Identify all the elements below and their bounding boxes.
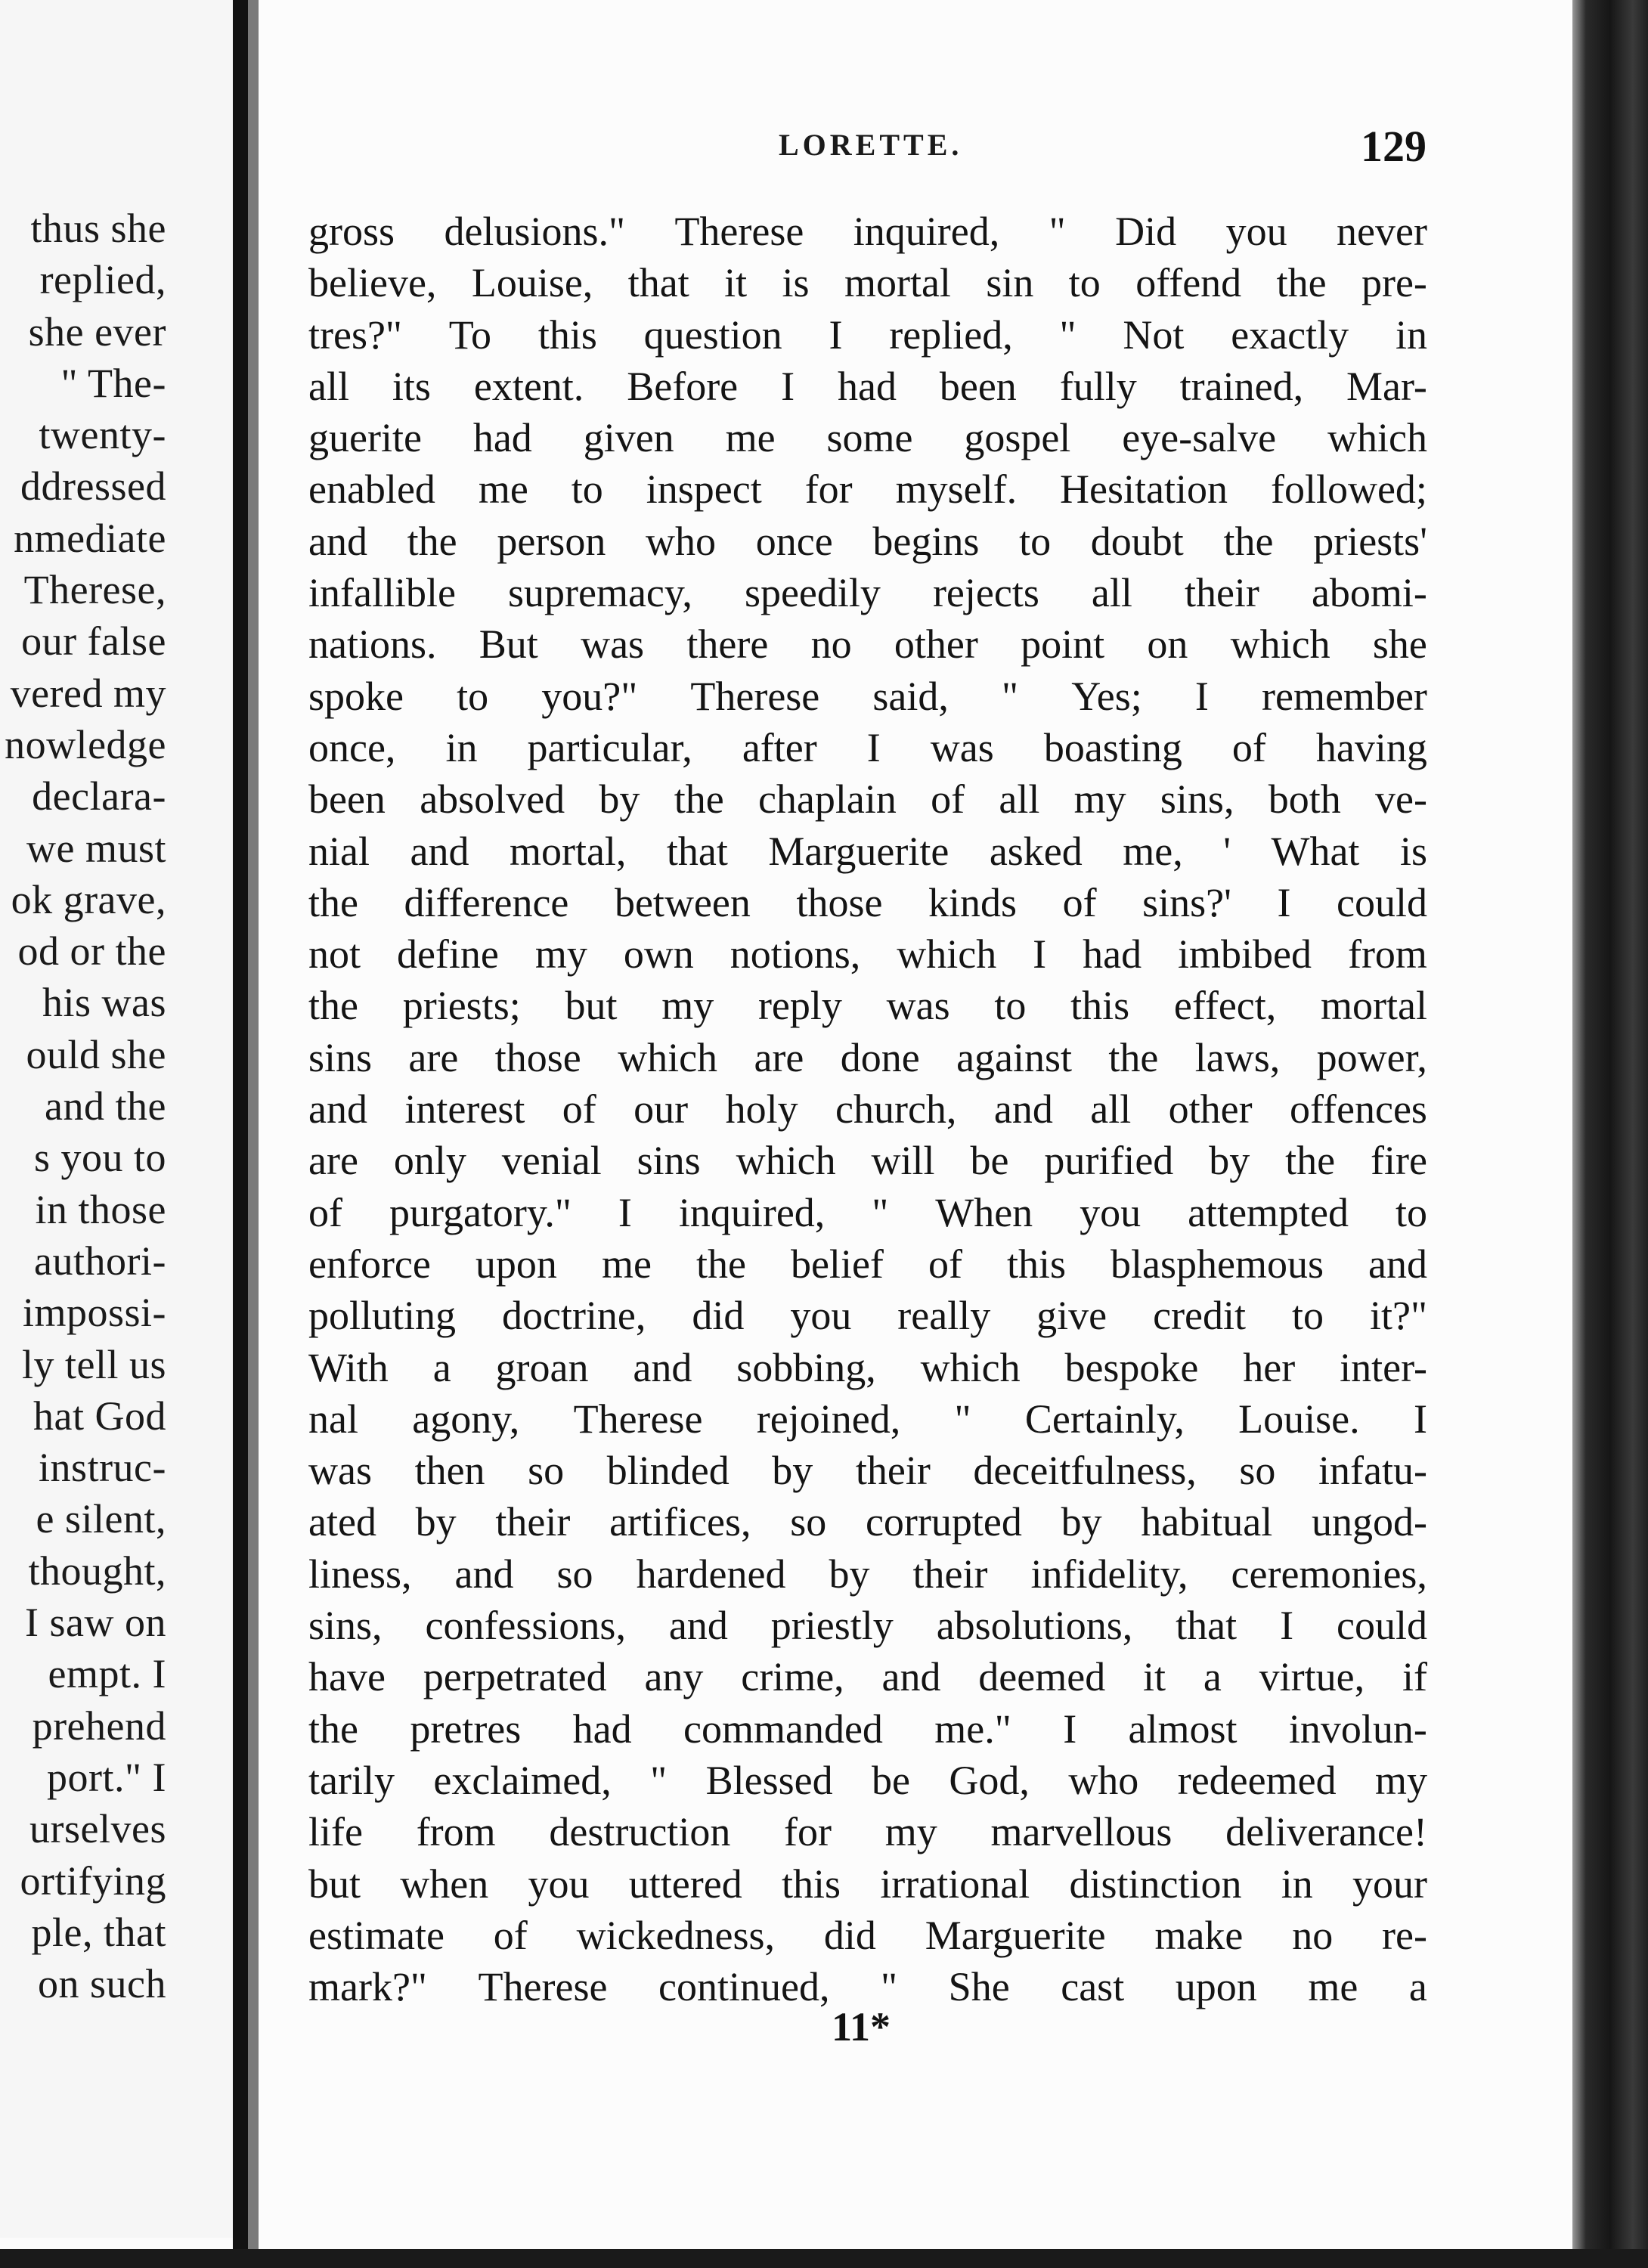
text-line: not define my own notions, which I had imbibed from	[308, 931, 1427, 978]
left-page-text	[0, 203, 166, 2009]
text-line: life from destruction for my marvellous deliverance!	[308, 1809, 1427, 1855]
bottom-edge-shadow	[0, 2249, 1648, 2268]
text-line: nations. But was there no other point on which she	[308, 621, 1427, 668]
text-line: and the person who once begins to doubt the priests'	[308, 518, 1427, 564]
text-line: believe, Louise, that it is mortal sin to offend the pre-	[308, 260, 1427, 306]
text-line: but when you uttered this irrational distinction in your	[308, 1861, 1427, 1907]
left-page	[0, 0, 236, 2238]
text-line: liness, and so hardened by their infidelity, ceremonies,	[308, 1551, 1427, 1597]
left-page-line: replied,	[39, 257, 166, 303]
text-line: enforce upon me the belief of this blasphemous and	[308, 1241, 1427, 1287]
left-page-line: s you to	[33, 1135, 166, 1181]
text-line: was then so blinded by their deceitfulness, so infatu-	[308, 1448, 1427, 1494]
left-page-line: ddressed	[20, 463, 166, 510]
book-gutter	[233, 0, 248, 2268]
text-line: enabled me to inspect for myself. Hesitation followed;	[308, 466, 1427, 513]
left-page-line: vered my	[10, 670, 166, 716]
left-page-line: ould she	[26, 1031, 166, 1077]
left-page-line: ly tell us	[22, 1341, 166, 1387]
text-line: the pretres had commanded me." I almost involun-	[308, 1706, 1427, 1752]
left-page-line: authori-	[34, 1238, 166, 1284]
left-page-line: empt. I	[48, 1651, 166, 1697]
left-page-line: instruc-	[39, 1445, 166, 1491]
left-page-line: we must	[26, 825, 166, 871]
left-page-line: ortifying	[20, 1857, 166, 1904]
left-page-line: declara-	[32, 773, 166, 820]
text-line: tarily exclaimed, " Blessed be God, who redeemed my	[308, 1757, 1427, 1803]
text-line: all its extent. Before I had been fully trained, Mar-	[308, 363, 1427, 409]
text-line: once, in particular, after I was boasting of having	[308, 724, 1427, 770]
text-line: the priests; but my reply was to this effect, mortal	[308, 983, 1427, 1029]
left-page-line: his was	[42, 980, 166, 1026]
text-line: sins are those which are done against the laws, power,	[308, 1034, 1427, 1080]
left-page-line: " The-	[60, 360, 166, 406]
text-line: ated by their artifices, so corrupted by habitual ungod-	[308, 1499, 1427, 1545]
book-gutter-edge	[248, 0, 259, 2268]
left-page-line: on such	[38, 1961, 166, 2007]
text-line: of purgatory." I inquired, " When you attempted to	[308, 1189, 1427, 1235]
text-line: nial and mortal, that Marguerite asked me, ' What is	[308, 828, 1427, 874]
text-line: tres?" To this question I replied, " Not exactly in	[308, 311, 1427, 358]
left-page-line: ple, that	[31, 1909, 166, 1955]
left-page-line: twenty-	[39, 412, 166, 458]
left-page-line: thought,	[28, 1548, 166, 1594]
left-page-line: in those	[35, 1186, 166, 1232]
left-page-line: port." I	[46, 1754, 166, 1800]
signature-mark: 11*	[832, 2004, 891, 2050]
running-head: LORETTE.	[779, 128, 963, 162]
left-page-line: nowledge	[5, 721, 166, 767]
text-line: With a groan and sobbing, which bespoke her inter-	[308, 1344, 1427, 1390]
page-number: 129	[1361, 122, 1427, 171]
left-page-line: nmediate	[14, 515, 166, 561]
page-edge-shadow	[1572, 0, 1648, 2268]
text-line: been absolved by the chaplain of all my sins, both ve-	[308, 776, 1427, 823]
text-line: are only venial sins which will be purified by the fire	[308, 1138, 1427, 1184]
left-page-line: urselves	[29, 1806, 166, 1852]
left-page-line: hat God	[33, 1393, 166, 1439]
text-line: gross delusions." Therese inquired, " Did you never	[308, 209, 1427, 254]
left-page-line: she ever	[28, 308, 166, 355]
text-line: sins, confessions, and priestly absolutions, that I could	[308, 1603, 1427, 1649]
left-page-line: ok grave,	[11, 876, 166, 922]
text-line: nal agony, Therese rejoined, " Certainly, Louise. I	[308, 1396, 1427, 1442]
text-line: infallible supremacy, speedily rejects all their abomi-	[308, 570, 1427, 616]
body-text	[308, 206, 1427, 2012]
left-page-line: e silent,	[36, 1496, 166, 1542]
text-line: polluting doctrine, did you really give credit to it?"	[308, 1293, 1427, 1339]
left-page-line: and the	[45, 1083, 166, 1129]
left-page-line: our false	[21, 618, 166, 665]
left-page-line: od or the	[17, 928, 166, 974]
text-line: guerite had given me some gospel eye-salve which	[308, 415, 1427, 461]
left-page-line: Therese,	[23, 567, 166, 613]
text-line: have perpetrated any crime, and deemed it a virtue, if	[308, 1654, 1427, 1700]
left-page-line: prehend	[32, 1703, 166, 1749]
text-line: and interest of our holy church, and all other offences	[308, 1086, 1427, 1132]
left-page-line: impossi-	[22, 1290, 166, 1336]
text-line: estimate of wickedness, did Marguerite make no re-	[308, 1912, 1427, 1958]
text-line: mark?" Therese continued, " She cast upon me a	[308, 1964, 1427, 2010]
left-page-line: thus she	[30, 206, 166, 251]
text-line: spoke to you?" Therese said, " Yes; I remember	[308, 673, 1427, 719]
text-line: the difference between those kinds of sins?' I could	[308, 879, 1427, 925]
left-page-line: I saw on	[25, 1600, 166, 1646]
